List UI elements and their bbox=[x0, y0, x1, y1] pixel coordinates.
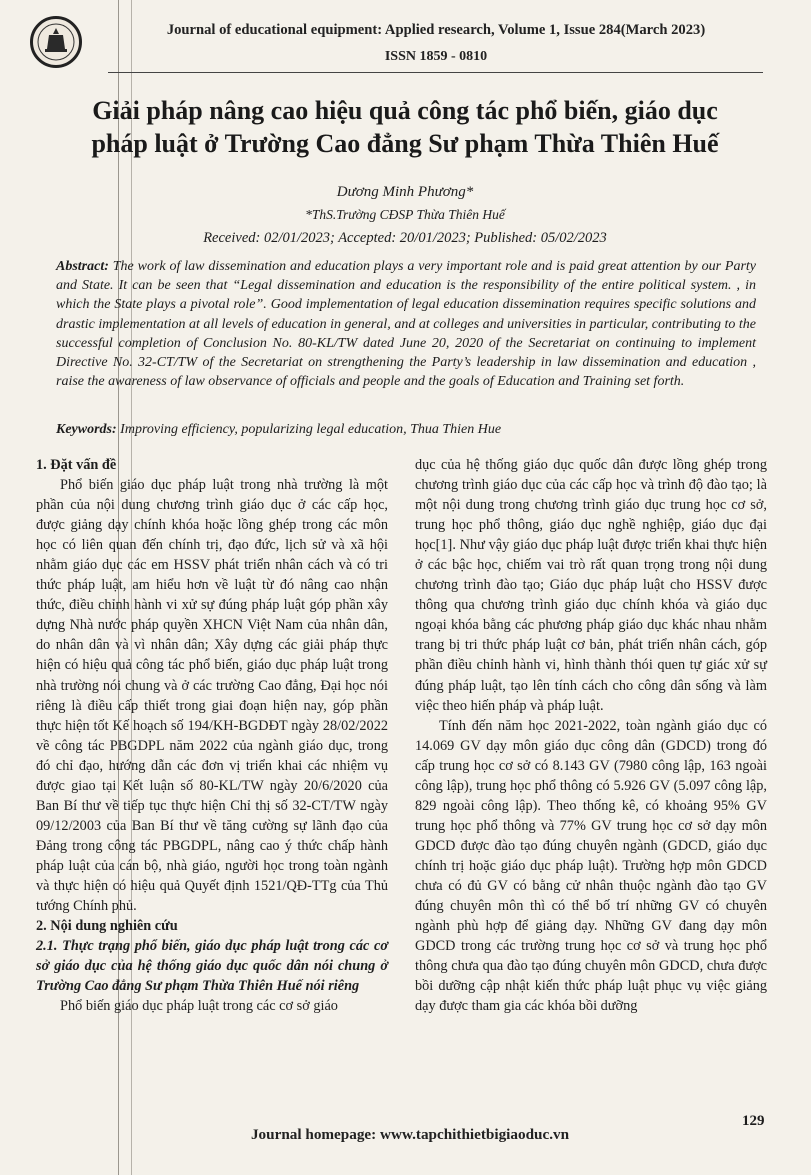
keywords-label: Keywords: bbox=[56, 422, 117, 437]
journal-homepage: Journal homepage: www.tapchithietbigiaoduc.vn bbox=[250, 1126, 570, 1143]
article-author: Dương Minh Phương* bbox=[336, 184, 474, 200]
author-affiliation: *ThS.Trường CĐSP Thừa Thiên Huế bbox=[305, 207, 505, 222]
keywords-text: Improving efficiency, popularizing legal education, Thua Thien Hue bbox=[120, 422, 502, 437]
keywords bbox=[56, 422, 756, 438]
journal-header-title: Journal of educational equipment: Applied research, Volume 1, Issue 284(March 2023) bbox=[166, 22, 706, 38]
page-number: 129 bbox=[742, 1113, 765, 1129]
journal-logo bbox=[30, 16, 82, 68]
abstract-text: The work of law dissemination and education plays a very important role and is paid great attention by our Party and State. It can be seen that “Legal dissemination and education is the responsibility of the entire political system. , in which the State plays a pivotal role”. Good implementation of legal education dissemination requires specific solutions and drastic implementation at all levels of education in general, and at colleges and universities in particular, contributing to the successful completion of Conclusion No. 80-KL/TW dated June 20, 2020 of the Secretariat on continuing to implement Directive No. 32-CT/TW of the Secretariat on strengthening the Party’s leadership in law dissemination and education , raise the awareness of law observance of officials and people and the goals of Education and Training set forth. bbox=[56, 259, 757, 390]
right-column bbox=[415, 455, 767, 1016]
article-dates: Received: 02/01/2023; Accepted: 20/01/2023; Published: 05/02/2023 bbox=[203, 230, 607, 246]
header-divider bbox=[108, 72, 763, 73]
section-2-1-heading: 2.1. Thực trạng phổ biến, giáo dục pháp luật trong các cơ sở giáo dục của hệ thống giáo dục quốc dân nói chung ở Trường Cao đẳng Sư phạm Thừa Thiên Huế nói riêng bbox=[36, 938, 388, 995]
article-title-line-1: Giải pháp nâng cao hiệu quả công tác phổ biến, giáo dục bbox=[92, 96, 718, 125]
left-column bbox=[36, 455, 388, 1016]
right-paragraph-2: Tính đến năm học 2021-2022, toàn ngành giáo dục có 14.069 GV dạy môn giáo dục công dân (GDCD) trong đó cấp trung học cơ sở có 8.143 GV (7980 công lập, 163 ngoài công lập), trung học phổ thông có 5.926 GV (5.097 công lập, 829 ngoài công lập). Theo thống kê, có khoảng 95% GV trung học phổ thông và 77% GV trung học cơ sở dạy môn GDCD được đào tạo đúng chuyên ngành (GDCD, giáo dục chính trị hoặc giáo dục pháp luật). Trường hợp môn GDCD chưa có đủ GV có bằng cử nhân thuộc ngành đào tạo GV đúng chuyên môn thì có thể bố trí những GV có chuyên ngành phù hợp để giảng dạy. Những GV đang dạy môn GDCD trong các trường trung học cơ sở và trung học phổ thông chưa qua đào tạo đúng chuyên môn GDCD, chưa được bồi dưỡng cập nhật kiến thức pháp luật phục vụ việc giảng dạy được tham gia các khóa bồi dưỡng bbox=[415, 717, 767, 1015]
journal-issn: ISSN 1859 - 0810 bbox=[384, 49, 488, 64]
right-paragraph-1: dục của hệ thống giáo dục quốc dân được lồng ghép trong chương trình giáo dục của các cấp học và trình độ đào tạo; là một nội dung trong chương trình giáo dục trung học cơ sở, trung học phổ thông, giáo dục nghề nghiệp, giáo dục đại học[1]. Như vậy giáo dục pháp luật được triển khai thực hiện ở các bậc học, chiếm vai trò rất quan trọng trong nội dung chương trình đào tạo; Giáo dục pháp luật cho HSSV được thông qua chương trình giáo dục chính khóa và giáo dục ngoại khóa bằng các phương pháp giáo dục khác nhau nhằm trang bị tri thức pháp luật cơ bản, phát triển nhân cách, góp phần điều chỉnh hành vi, hình thành thói quen tự giác xử sự đúng pháp luật, tạo lên tính cách cho công dân sống và làm việc theo hiến pháp và pháp luật. bbox=[415, 457, 767, 714]
section-2-1-paragraph-start: Phổ biến giáo dục pháp luật trong các cơ sở giáo bbox=[60, 998, 338, 1015]
section-1-heading: 1. Đặt vấn đề bbox=[36, 457, 117, 473]
section-2-heading: 2. Nội dung nghiên cứu bbox=[36, 918, 178, 935]
article-title bbox=[30, 94, 780, 160]
article-title-line-2: pháp luật ở Trường Cao đẳng Sư phạm Thừa Thiên Huế bbox=[91, 129, 719, 158]
abstract-label: Abstract: bbox=[56, 259, 109, 274]
abstract bbox=[56, 257, 756, 391]
section-1-paragraph: Phổ biến giáo dục pháp luật trong nhà trường là một phần của nội dung chương trình giáo dục ở các cấp học, được giảng dạy chính khóa hoặc lồng ghép trong các môn học có liên quan đến chính trị, đạo đức, lịch sử và xã hội nhằm giáo dục các em HSSV phát triển nhân cách và có tri thức pháp luật, am hiểu hơn về luật từ đó nâng cao nhận thức, điều chỉnh hành vi xử sự đúng pháp luật góp phần xây dựng Nhà nước pháp quyền XHCN Việt Nam của nhân dân, do nhân dân và vì nhân dân; Xây dựng các giải pháp thực hiện có hiệu quả công tác phổ biến, giáo dục pháp luật trong nhà trường nói chung và ở các trường Cao đẳng, Đại học nói riêng là điều cấp thiết trong giai đoạn hiện nay, góp phần thực hiện tốt Kế hoạch số 194/KH-BGDĐT ngày 28/02/2022 về công tác PBGDPL năm 2022 của ngành giáo dục, trong đó chỉ đạo, hướng dẫn các đơn vị triển khai các nhiệm vụ được giao tại Kết luận số 80-KL/TW ngày 20/6/2020 của Ban Bí thư về tiếp tục thực hiện Chỉ thị số 32-CT/TW ngày 09/12/2003 của Ban Bí thư về tăng cường sự lãnh đạo của Đảng trong công tác PBGDPL, nâng cao ý thức chấp hành pháp luật của cán bộ, nhà giáo, người học trong toàn ngành và thực hiện có hiệu quả Quyết định 1521/QĐ-TTg của Thủ tướng Chính phủ. bbox=[36, 477, 388, 915]
